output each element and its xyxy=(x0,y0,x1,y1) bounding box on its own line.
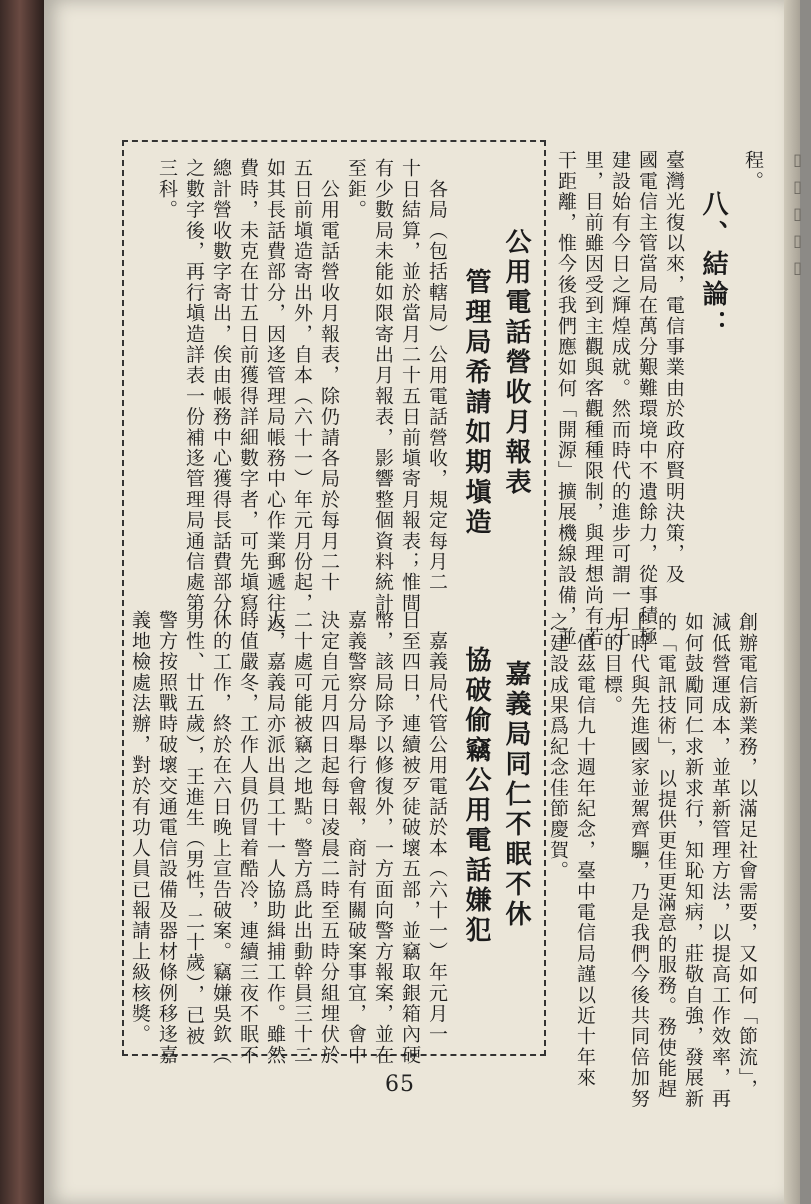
box-article-2-col: 休的工作，終於在六日晚上宣告破案。竊嫌吳欽（ xyxy=(210,610,232,1066)
conclusion-col-8: 如何鼓勵同仁求新求行，知恥知病，莊敬自強，發展新 xyxy=(682,612,704,1109)
conclusion-heading: 八、結論： xyxy=(698,190,728,340)
book-spine xyxy=(0,0,44,1204)
box-article-2-col: 嘉義局代管公用電話於本（六十一）年元月一 xyxy=(426,610,448,1045)
conclusion-col-4: 里，目前雖因受到主觀與客觀種種限制，與理想尚有若 xyxy=(582,150,604,647)
conclusion-col-9: 的「電訊技術」，以提供更佳更滿意的服務。務使能趕 xyxy=(655,612,677,1100)
page-number: 65 xyxy=(385,1072,415,1097)
box-article-1-col: 三科。 xyxy=(156,158,178,221)
box-article-1-col: 如其長話費部分，因迻管理局帳務中心作業郵遞往返 xyxy=(264,158,286,635)
box-article-2-col: 幣，該局除予以修復外，一方面向警方報案，並在 xyxy=(372,610,394,1066)
box-article-1 xyxy=(153,158,536,635)
conclusion-col-13: 之建設成果爲紀念佳節慶賀。 xyxy=(547,612,569,882)
conclusion-col-1: 臺灣光復以來，電信事業由於政府賢明決策，及 xyxy=(663,150,685,585)
box-article-1-col: 公用電話營收月報表，除仍請各局於每月二十 xyxy=(318,158,340,593)
conclusion-col-10: 上時代與先進國家並駕齊驅，乃是我們今後共同倍加努 xyxy=(628,612,650,1109)
conclusion-col-3: 建設始有今日之輝煌成就。然而時代的進步可謂一日千 xyxy=(609,150,631,647)
box-article-1-col: 有少數局未能如限寄出月報表，影響整個資料統計 xyxy=(372,158,394,614)
box-article-1-title-2: 管理局希請如期塡造 xyxy=(461,268,491,538)
box-article-2-col: 男性、廿五歲），王進生（男性，二十歲），已被 xyxy=(183,610,205,1047)
box-article-2-col: 嘉義警察分局舉行會報，商討有關破案事宜，會中 xyxy=(345,610,367,1066)
box-article-2-col: 日至四日，連續被歹徒破壞五部，並竊取銀箱內硬 xyxy=(399,610,421,1066)
box-article-2-col: 警方按照戰時破壞交通電信設備及器材條例移迻嘉 xyxy=(156,610,178,1066)
box-article-2-col: 義地檢處法辦，對於有功人員已報請上級核獎。 xyxy=(129,610,151,1045)
box-article-2-col: 決定自元月四日起每日凌晨二時至五時分組埋伏於 xyxy=(318,610,340,1066)
box-article-2 xyxy=(126,610,536,1066)
conclusion-col-5: 干距離，惟今後我們應如何「開源」擴展機線設備，並 xyxy=(555,150,577,647)
box-article-1-col: 費時，未克在廿五日前獲得詳細數字者，可先塡寫 xyxy=(237,158,259,614)
conclusion-col-2: 國電信主管當局在萬分艱難環境中不遺餘力，從事積極 xyxy=(636,150,658,647)
box-article-2-col: 人，嘉義局亦派出員工十一人協助緝捕工作。雖然 xyxy=(264,610,286,1066)
box-article-1-col: 十日結算，並於當月二十五日前塡寄月報表；惟間 xyxy=(399,158,421,614)
box-article-2-col: 二十處可能被竊之地點。警方爲此出動幹員三十二 xyxy=(291,610,313,1066)
box-article-2-title-2: 協破偷竊公用電話嫌犯 xyxy=(461,646,491,946)
box-article-1-col: 之數字後，再行塡造詳表一份補迻管理局通信處第 xyxy=(183,158,205,614)
box-article-2-title-1: 嘉義局同仁不眠不休 xyxy=(501,660,531,930)
conclusion-upper xyxy=(552,150,766,647)
box-article-1-col: 五日前塡造寄出外，自本（六十一）年元月份起， xyxy=(291,158,313,614)
box-article-1-col: 各局（包括轄局）公用電話營收，規定每月二 xyxy=(426,158,448,593)
box-article-1-col: 至鉅。 xyxy=(345,158,367,221)
conclusion-col-7: 減低營運成本，並革新管理方法，以提高工作效率，再 xyxy=(709,612,731,1109)
box-article-1-title-1: 公用電話營收月報表 xyxy=(501,228,531,498)
conclusion-col-0: 程。 xyxy=(742,150,764,192)
adjacent-page-edge xyxy=(784,0,807,1204)
conclusion-col-11: 力的目標。 xyxy=(601,612,623,716)
box-article-1-col: 總計營收數字寄出，俟由帳務中心獲得長話費部分 xyxy=(210,158,232,614)
conclusion-col-12: 值茲電信九十週年紀念，臺中電信局謹以近十年來 xyxy=(574,612,596,1089)
box-article-2-col: 時值嚴冬，工作人員仍冒着酷冷，連續三夜不眠不 xyxy=(237,610,259,1066)
conclusion-col-6: 創辦電信新業務，以滿足社會需要，又如何「節流」， xyxy=(736,612,758,1100)
conclusion-lower xyxy=(544,612,760,1109)
adjacent-page-fragment: ▯▯▯▯▯ xyxy=(788,150,807,285)
